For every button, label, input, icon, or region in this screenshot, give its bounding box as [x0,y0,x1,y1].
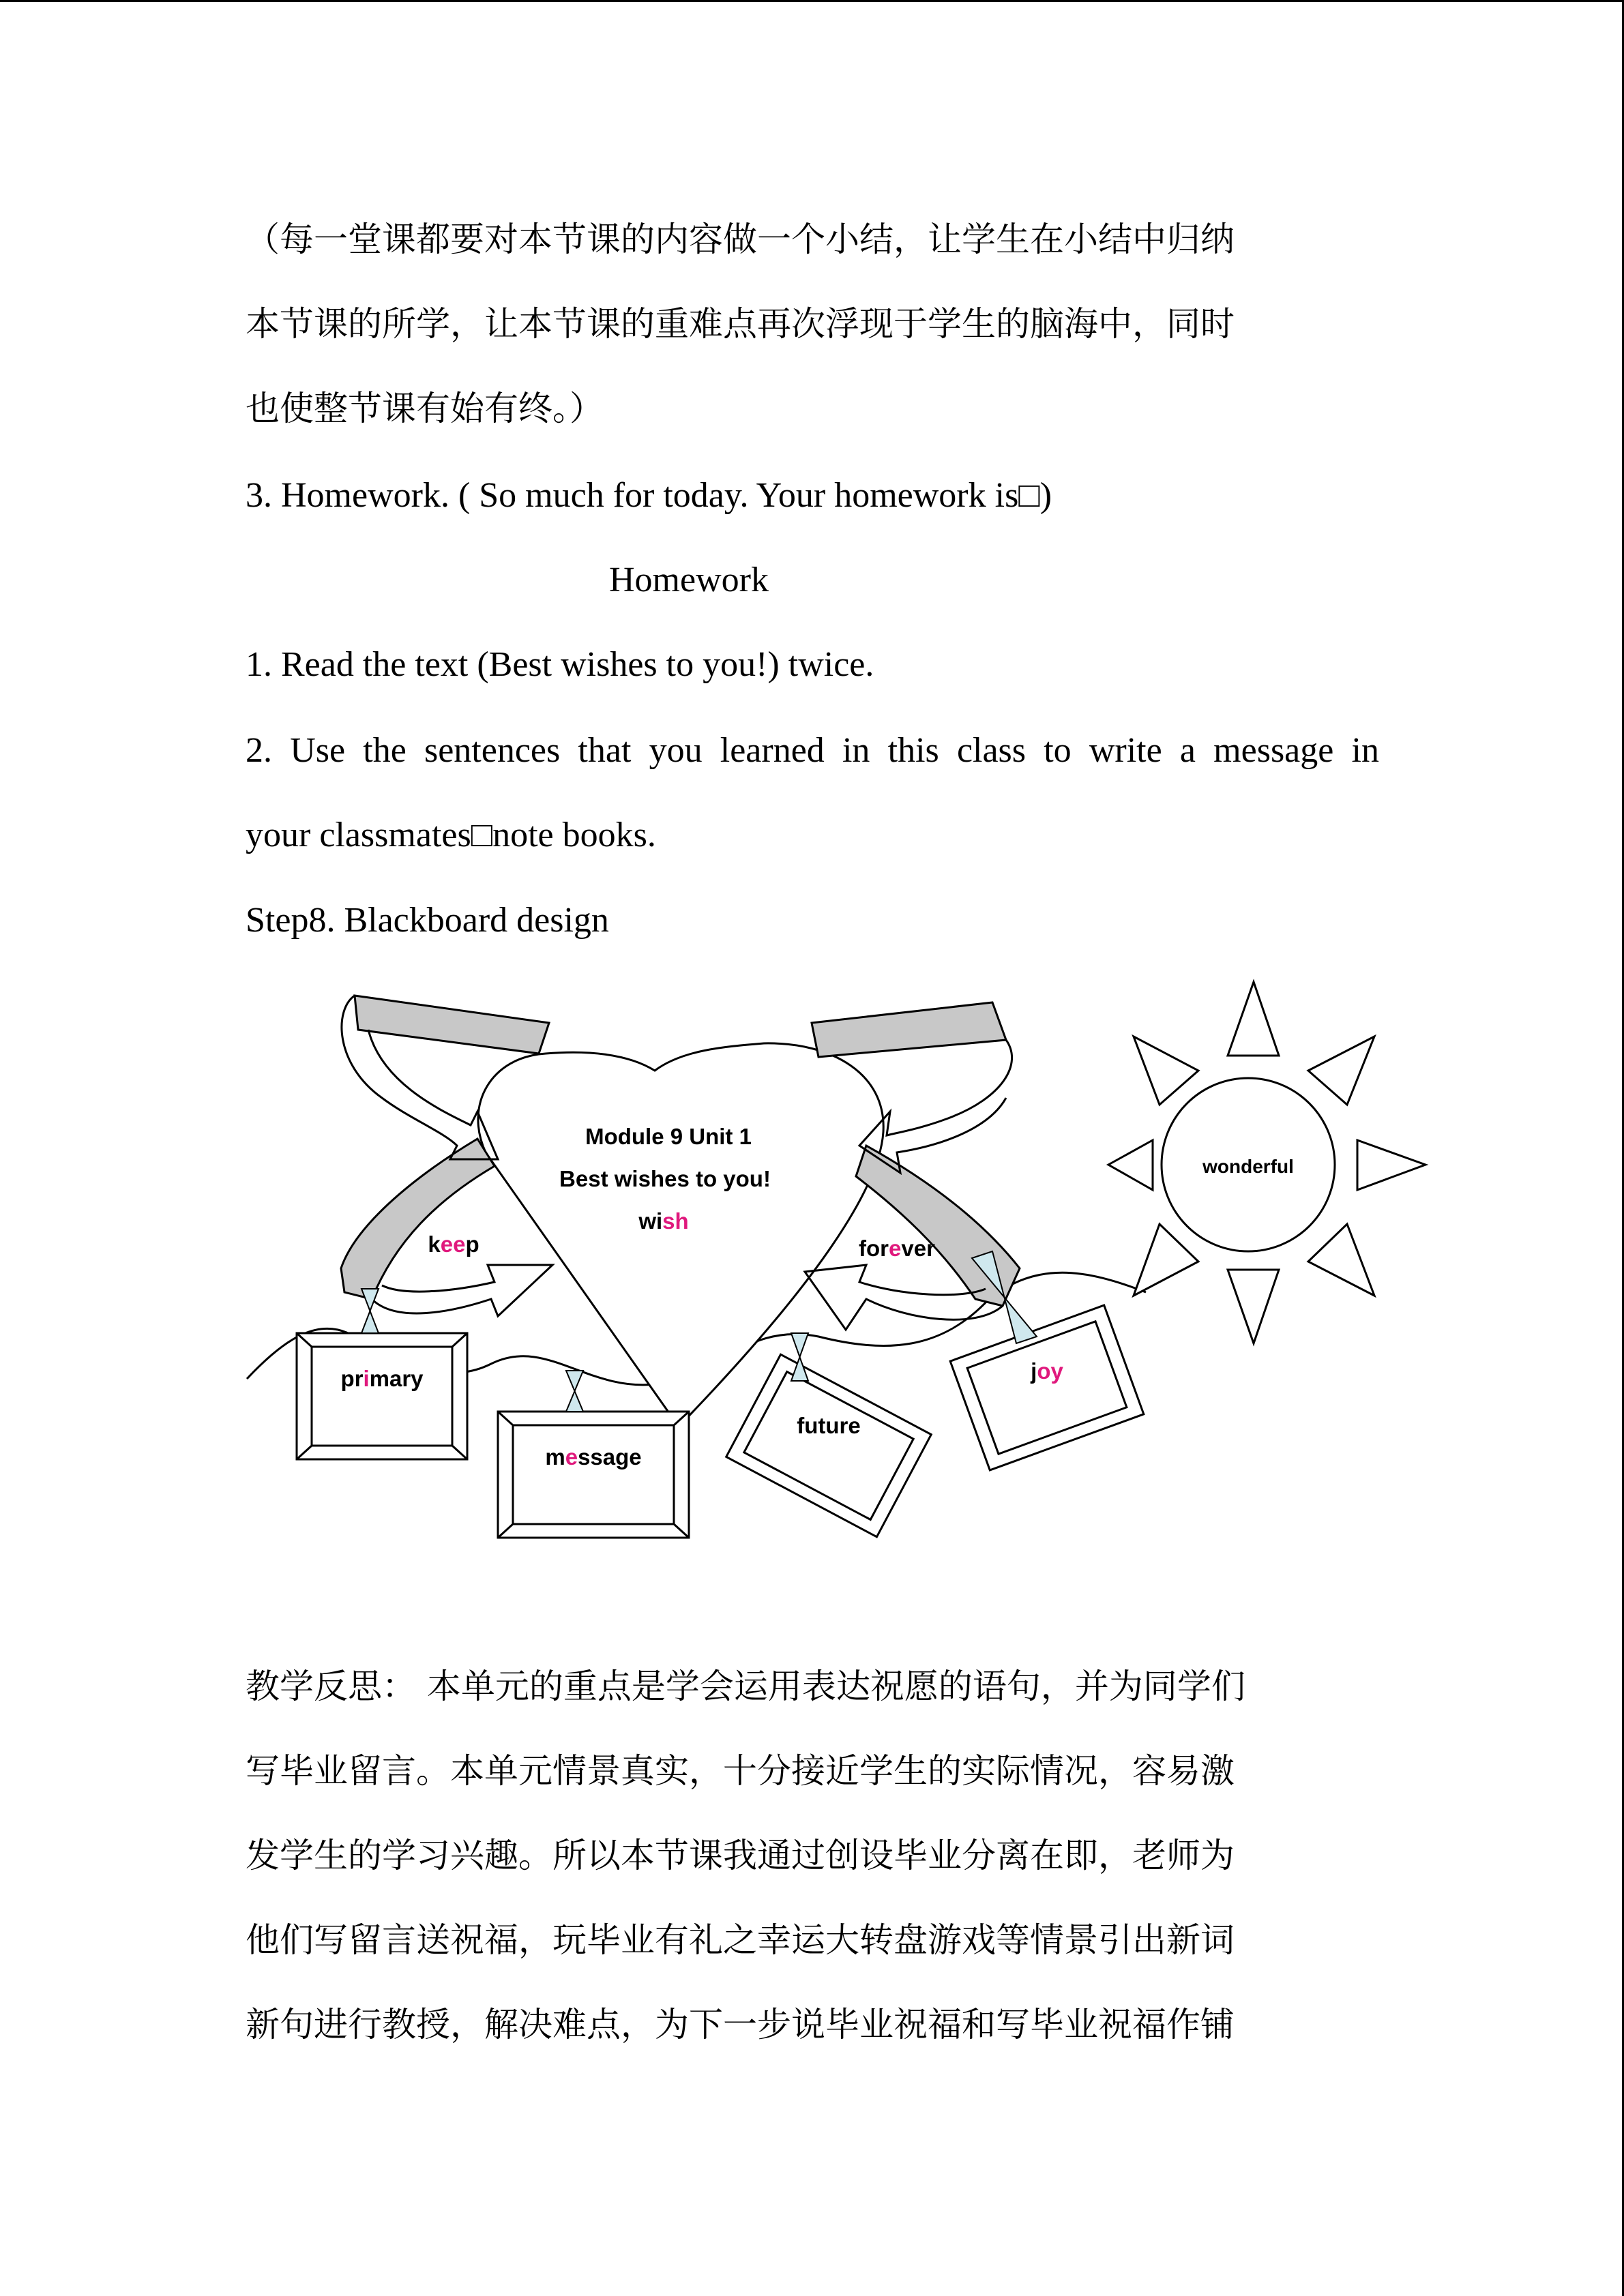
ribbon-top-right [812,1002,1006,1057]
reflection-line-5: 新句进行教授，解决难点，为下一步说毕业祝福和写毕业祝福作铺 [246,2005,1235,2044]
word-forever: forever [859,1236,935,1261]
sun-ray-bottom-right [1308,1224,1374,1296]
homework-item-2-line-2: your classmates□note books. [246,816,656,854]
sun-ray-top [1228,982,1279,1056]
arrow-top-right [859,1040,1012,1173]
word-wish: wish [638,1208,689,1234]
frame-primary [297,1333,467,1459]
sun-ray-left [1108,1140,1153,1190]
homework-intro: 3. Homework. ( So much for today. Your homework is□) [246,476,1052,515]
blackboard-design-diagram [232,968,1432,1555]
word-joy: joy [1031,1358,1063,1384]
summary-note-line-1: （每一堂课都要对本节课的内容做一个小结，让学生在小结中归纳 [246,220,1235,259]
heart-title-2: Best wishes to you! [559,1166,771,1191]
reflection-line-1: 教学反思： 本单元的重点是学会运用表达祝愿的语句，并为同学们 [246,1667,1245,1706]
ribbon-top-left [355,996,549,1054]
bow-primary [361,1289,379,1333]
homework-item-2-line-1: 2. Use the sentences that you learned in this class to write a message in [246,731,1379,770]
word-keep: keep [428,1232,479,1257]
reflection-line-4: 他们写留言送祝福，玩毕业有礼之幸运大转盘游戏等情景引出新词 [246,1920,1235,1960]
homework-title: Homework [609,561,769,599]
arrow-bottom-left [372,1265,552,1316]
sun-ray-bottom [1228,1270,1279,1343]
sun-ray-top-right [1308,1037,1374,1105]
word-message: message [545,1444,642,1470]
sun-ray-right [1357,1140,1426,1190]
summary-note-line-2: 本节课的所学，让本节课的重难点再次浮现于学生的脑海中，同时 [246,304,1235,344]
reflection-line-2: 写毕业留言。本单元情景真实，十分接近学生的实际情况，容易激 [246,1751,1235,1791]
sun-ray-bottom-left [1134,1224,1198,1296]
frame-message [498,1412,689,1538]
homework-item-1: 1. Read the text (Best wishes to you!) twice. [246,645,874,684]
summary-note-line-3: 也使整节课有始有终。） [246,389,604,428]
reflection-line-3: 发学生的学习兴趣。所以本节课我通过创设毕业分离在即，老师为 [246,1836,1235,1875]
ribbon-left [341,1139,494,1299]
page-border-top [0,0,1624,2]
heart-shape [478,1043,883,1427]
sun-word: wonderful [1202,1156,1294,1177]
frame-joy [950,1305,1144,1470]
frame-future [726,1354,932,1536]
heart-title-1: Module 9 Unit 1 [585,1124,752,1149]
bow-message [566,1371,583,1412]
word-primary: primary [340,1366,424,1391]
word-future: future [797,1413,861,1438]
bow-future [791,1333,808,1381]
sun-ray-top-left [1134,1037,1198,1105]
step8-heading: Step8. Blackboard design [246,901,609,940]
